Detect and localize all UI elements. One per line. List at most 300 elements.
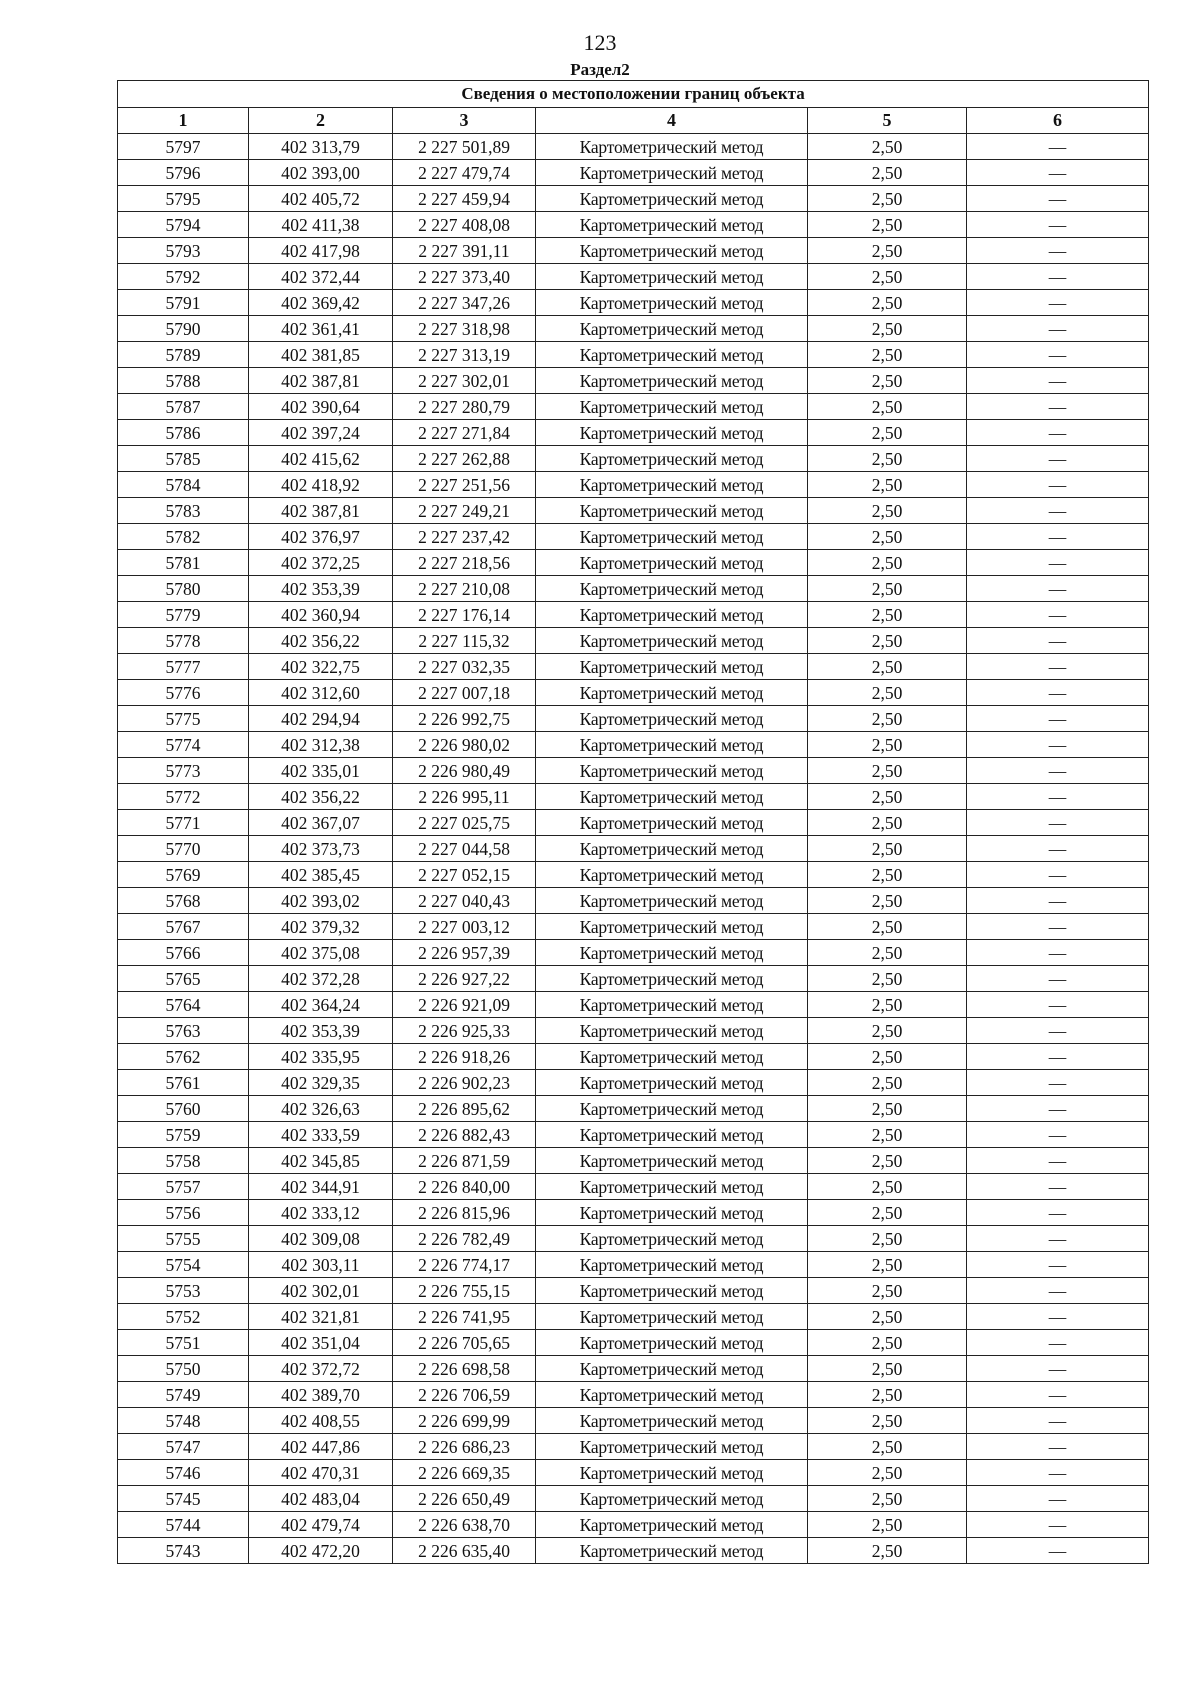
table-row: [118, 1330, 1149, 1356]
description-cell: —: [967, 1122, 1149, 1148]
x-coordinate-cell: 402 312,60: [249, 680, 393, 706]
x-coordinate-cell: 402 329,35: [249, 1070, 393, 1096]
y-coordinate-cell: 2 226 957,39: [393, 940, 536, 966]
accuracy-cell: 2,50: [808, 940, 967, 966]
accuracy-cell: 2,50: [808, 654, 967, 680]
column-header-4: 4: [536, 108, 808, 134]
y-coordinate-cell: 2 227 237,42: [393, 524, 536, 550]
point-number-cell: 5786: [118, 420, 249, 446]
point-number-cell: 5758: [118, 1148, 249, 1174]
table-row: [118, 134, 1149, 160]
point-number-cell: 5761: [118, 1070, 249, 1096]
x-coordinate-cell: 402 417,98: [249, 238, 393, 264]
coordinates-table: [117, 80, 1149, 1564]
point-number-cell: 5795: [118, 186, 249, 212]
y-coordinate-cell: 2 227 313,19: [393, 342, 536, 368]
x-coordinate-cell: 402 356,22: [249, 784, 393, 810]
point-number-cell: 5747: [118, 1434, 249, 1460]
method-cell: Картометрический метод: [536, 1122, 808, 1148]
table-row: [118, 550, 1149, 576]
table-row: [118, 394, 1149, 420]
description-cell: —: [967, 342, 1149, 368]
point-number-cell: 5771: [118, 810, 249, 836]
description-cell: —: [967, 732, 1149, 758]
x-coordinate-cell: 402 360,94: [249, 602, 393, 628]
accuracy-cell: 2,50: [808, 1538, 967, 1564]
point-number-cell: 5778: [118, 628, 249, 654]
y-coordinate-cell: 2 227 347,26: [393, 290, 536, 316]
table-row: [118, 290, 1149, 316]
point-number-cell: 5764: [118, 992, 249, 1018]
method-cell: Картометрический метод: [536, 186, 808, 212]
table-row: [118, 1122, 1149, 1148]
description-cell: —: [967, 498, 1149, 524]
table-row: [118, 888, 1149, 914]
accuracy-cell: 2,50: [808, 290, 967, 316]
table-row: [118, 1434, 1149, 1460]
table-row: [118, 862, 1149, 888]
method-cell: Картометрический метод: [536, 1200, 808, 1226]
y-coordinate-cell: 2 226 699,99: [393, 1408, 536, 1434]
y-coordinate-cell: 2 227 271,84: [393, 420, 536, 446]
table-caption-row: [118, 81, 1149, 108]
point-number-cell: 5781: [118, 550, 249, 576]
point-number-cell: 5743: [118, 1538, 249, 1564]
y-coordinate-cell: 2 226 925,33: [393, 1018, 536, 1044]
description-cell: —: [967, 238, 1149, 264]
y-coordinate-cell: 2 226 698,58: [393, 1356, 536, 1382]
accuracy-cell: 2,50: [808, 784, 967, 810]
section-title: Раздел2: [570, 60, 630, 79]
table-row: [118, 784, 1149, 810]
x-coordinate-cell: 402 345,85: [249, 1148, 393, 1174]
method-cell: Картометрический метод: [536, 498, 808, 524]
table-row: [118, 992, 1149, 1018]
accuracy-cell: 2,50: [808, 264, 967, 290]
description-cell: —: [967, 1148, 1149, 1174]
table-row: [118, 1278, 1149, 1304]
point-number-cell: 5788: [118, 368, 249, 394]
description-cell: —: [967, 1278, 1149, 1304]
description-cell: —: [967, 576, 1149, 602]
accuracy-cell: 2,50: [808, 966, 967, 992]
y-coordinate-cell: 2 227 391,11: [393, 238, 536, 264]
description-cell: —: [967, 290, 1149, 316]
x-coordinate-cell: 402 309,08: [249, 1226, 393, 1252]
point-number-cell: 5763: [118, 1018, 249, 1044]
method-cell: Картометрический метод: [536, 550, 808, 576]
accuracy-cell: 2,50: [808, 810, 967, 836]
table-row: [118, 732, 1149, 758]
point-number-cell: 5754: [118, 1252, 249, 1278]
method-cell: Картометрический метод: [536, 758, 808, 784]
method-cell: Картометрический метод: [536, 1382, 808, 1408]
description-cell: —: [967, 368, 1149, 394]
description-cell: —: [967, 1330, 1149, 1356]
y-coordinate-cell: 2 227 408,08: [393, 212, 536, 238]
point-number-cell: 5784: [118, 472, 249, 498]
method-cell: Картометрический метод: [536, 1226, 808, 1252]
table-row: [118, 1252, 1149, 1278]
x-coordinate-cell: 402 321,81: [249, 1304, 393, 1330]
point-number-cell: 5757: [118, 1174, 249, 1200]
point-number-cell: 5752: [118, 1304, 249, 1330]
y-coordinate-cell: 2 227 318,98: [393, 316, 536, 342]
description-cell: —: [967, 420, 1149, 446]
point-number-cell: 5767: [118, 914, 249, 940]
description-cell: —: [967, 940, 1149, 966]
x-coordinate-cell: 402 483,04: [249, 1486, 393, 1512]
accuracy-cell: 2,50: [808, 1148, 967, 1174]
description-cell: —: [967, 862, 1149, 888]
y-coordinate-cell: 2 226 782,49: [393, 1226, 536, 1252]
x-coordinate-cell: 402 356,22: [249, 628, 393, 654]
y-coordinate-cell: 2 226 980,49: [393, 758, 536, 784]
table-row: [118, 1200, 1149, 1226]
table-row: [118, 1018, 1149, 1044]
accuracy-cell: 2,50: [808, 342, 967, 368]
point-number-cell: 5776: [118, 680, 249, 706]
accuracy-cell: 2,50: [808, 1382, 967, 1408]
x-coordinate-cell: 402 369,42: [249, 290, 393, 316]
method-cell: Картометрический метод: [536, 1070, 808, 1096]
accuracy-cell: 2,50: [808, 1434, 967, 1460]
point-number-cell: 5797: [118, 134, 249, 160]
method-cell: Картометрический метод: [536, 524, 808, 550]
accuracy-cell: 2,50: [808, 1226, 967, 1252]
x-coordinate-cell: 402 372,28: [249, 966, 393, 992]
point-number-cell: 5769: [118, 862, 249, 888]
table-row: [118, 1486, 1149, 1512]
description-cell: —: [967, 602, 1149, 628]
x-coordinate-cell: 402 418,92: [249, 472, 393, 498]
method-cell: Картометрический метод: [536, 1252, 808, 1278]
description-cell: —: [967, 784, 1149, 810]
accuracy-cell: 2,50: [808, 394, 967, 420]
accuracy-cell: 2,50: [808, 446, 967, 472]
y-coordinate-cell: 2 226 638,70: [393, 1512, 536, 1538]
method-cell: Картометрический метод: [536, 706, 808, 732]
method-cell: Картометрический метод: [536, 394, 808, 420]
x-coordinate-cell: 402 302,01: [249, 1278, 393, 1304]
y-coordinate-cell: 2 227 040,43: [393, 888, 536, 914]
table-row: [118, 1538, 1149, 1564]
y-coordinate-cell: 2 227 459,94: [393, 186, 536, 212]
y-coordinate-cell: 2 227 025,75: [393, 810, 536, 836]
accuracy-cell: 2,50: [808, 1018, 967, 1044]
x-coordinate-cell: 402 375,08: [249, 940, 393, 966]
description-cell: —: [967, 550, 1149, 576]
y-coordinate-cell: 2 226 921,09: [393, 992, 536, 1018]
accuracy-cell: 2,50: [808, 134, 967, 160]
y-coordinate-cell: 2 226 755,15: [393, 1278, 536, 1304]
point-number-cell: 5792: [118, 264, 249, 290]
accuracy-cell: 2,50: [808, 524, 967, 550]
description-cell: —: [967, 680, 1149, 706]
y-coordinate-cell: 2 226 895,62: [393, 1096, 536, 1122]
method-cell: Картометрический метод: [536, 160, 808, 186]
accuracy-cell: 2,50: [808, 1278, 967, 1304]
y-coordinate-cell: 2 226 871,59: [393, 1148, 536, 1174]
accuracy-cell: 2,50: [808, 420, 967, 446]
y-coordinate-cell: 2 227 302,01: [393, 368, 536, 394]
table-row: [118, 1174, 1149, 1200]
table-row: [118, 1226, 1149, 1252]
accuracy-cell: 2,50: [808, 160, 967, 186]
method-cell: Картометрический метод: [536, 1512, 808, 1538]
method-cell: Картометрический метод: [536, 602, 808, 628]
point-number-cell: 5745: [118, 1486, 249, 1512]
description-cell: —: [967, 758, 1149, 784]
description-cell: —: [967, 1382, 1149, 1408]
x-coordinate-cell: 402 372,25: [249, 550, 393, 576]
table-row: [118, 1096, 1149, 1122]
description-cell: —: [967, 1434, 1149, 1460]
point-number-cell: 5759: [118, 1122, 249, 1148]
accuracy-cell: 2,50: [808, 550, 967, 576]
column-header-5: 5: [808, 108, 967, 134]
table-row: [118, 186, 1149, 212]
accuracy-cell: 2,50: [808, 368, 967, 394]
x-coordinate-cell: 402 393,02: [249, 888, 393, 914]
description-cell: —: [967, 212, 1149, 238]
y-coordinate-cell: 2 226 635,40: [393, 1538, 536, 1564]
point-number-cell: 5770: [118, 836, 249, 862]
table-header-row: [118, 108, 1149, 134]
point-number-cell: 5773: [118, 758, 249, 784]
table-row: [118, 602, 1149, 628]
accuracy-cell: 2,50: [808, 992, 967, 1018]
method-cell: Картометрический метод: [536, 420, 808, 446]
point-number-cell: 5765: [118, 966, 249, 992]
point-number-cell: 5780: [118, 576, 249, 602]
table-row: [118, 238, 1149, 264]
x-coordinate-cell: 402 313,79: [249, 134, 393, 160]
method-cell: Картометрический метод: [536, 1460, 808, 1486]
point-number-cell: 5756: [118, 1200, 249, 1226]
method-cell: Картометрический метод: [536, 290, 808, 316]
x-coordinate-cell: 402 367,07: [249, 810, 393, 836]
table-row: [118, 706, 1149, 732]
y-coordinate-cell: 2 227 210,08: [393, 576, 536, 602]
table-row: [118, 316, 1149, 342]
accuracy-cell: 2,50: [808, 498, 967, 524]
table-row: [118, 1460, 1149, 1486]
accuracy-cell: 2,50: [808, 1486, 967, 1512]
accuracy-cell: 2,50: [808, 186, 967, 212]
description-cell: —: [967, 1408, 1149, 1434]
y-coordinate-cell: 2 227 280,79: [393, 394, 536, 420]
point-number-cell: 5746: [118, 1460, 249, 1486]
point-number-cell: 5760: [118, 1096, 249, 1122]
description-cell: —: [967, 1200, 1149, 1226]
accuracy-cell: 2,50: [808, 238, 967, 264]
accuracy-cell: 2,50: [808, 706, 967, 732]
point-number-cell: 5774: [118, 732, 249, 758]
y-coordinate-cell: 2 226 815,96: [393, 1200, 536, 1226]
accuracy-cell: 2,50: [808, 602, 967, 628]
accuracy-cell: 2,50: [808, 914, 967, 940]
description-cell: —: [967, 394, 1149, 420]
y-coordinate-cell: 2 227 501,89: [393, 134, 536, 160]
description-cell: —: [967, 134, 1149, 160]
accuracy-cell: 2,50: [808, 1122, 967, 1148]
accuracy-cell: 2,50: [808, 1174, 967, 1200]
point-number-cell: 5755: [118, 1226, 249, 1252]
y-coordinate-cell: 2 227 044,58: [393, 836, 536, 862]
description-cell: —: [967, 966, 1149, 992]
accuracy-cell: 2,50: [808, 836, 967, 862]
x-coordinate-cell: 402 294,94: [249, 706, 393, 732]
description-cell: —: [967, 1018, 1149, 1044]
table-row: [118, 654, 1149, 680]
y-coordinate-cell: 2 226 992,75: [393, 706, 536, 732]
column-header-2: 2: [249, 108, 393, 134]
x-coordinate-cell: 402 326,63: [249, 1096, 393, 1122]
table-row: [118, 810, 1149, 836]
method-cell: Картометрический метод: [536, 836, 808, 862]
x-coordinate-cell: 402 379,32: [249, 914, 393, 940]
x-coordinate-cell: 402 472,20: [249, 1538, 393, 1564]
point-number-cell: 5749: [118, 1382, 249, 1408]
x-coordinate-cell: 402 322,75: [249, 654, 393, 680]
x-coordinate-cell: 402 303,11: [249, 1252, 393, 1278]
x-coordinate-cell: 402 351,04: [249, 1330, 393, 1356]
y-coordinate-cell: 2 226 902,23: [393, 1070, 536, 1096]
method-cell: Картометрический метод: [536, 654, 808, 680]
point-number-cell: 5789: [118, 342, 249, 368]
point-number-cell: 5775: [118, 706, 249, 732]
x-coordinate-cell: 402 333,12: [249, 1200, 393, 1226]
accuracy-cell: 2,50: [808, 758, 967, 784]
table-row: [118, 264, 1149, 290]
method-cell: Картометрический метод: [536, 212, 808, 238]
table-caption: Сведения о местоположении границ объекта: [118, 81, 1149, 108]
accuracy-cell: 2,50: [808, 1512, 967, 1538]
table-row: [118, 1304, 1149, 1330]
method-cell: Картометрический метод: [536, 472, 808, 498]
x-coordinate-cell: 402 411,38: [249, 212, 393, 238]
table-row: [118, 576, 1149, 602]
method-cell: Картометрический метод: [536, 914, 808, 940]
x-coordinate-cell: 402 373,73: [249, 836, 393, 862]
accuracy-cell: 2,50: [808, 1304, 967, 1330]
table-row: [118, 1408, 1149, 1434]
x-coordinate-cell: 402 376,97: [249, 524, 393, 550]
description-cell: —: [967, 654, 1149, 680]
point-number-cell: 5787: [118, 394, 249, 420]
method-cell: Картометрический метод: [536, 576, 808, 602]
table-row: [118, 836, 1149, 862]
y-coordinate-cell: 2 226 882,43: [393, 1122, 536, 1148]
x-coordinate-cell: 402 361,41: [249, 316, 393, 342]
column-header-6: 6: [967, 108, 1149, 134]
point-number-cell: 5768: [118, 888, 249, 914]
method-cell: Картометрический метод: [536, 1148, 808, 1174]
method-cell: Картометрический метод: [536, 966, 808, 992]
description-cell: —: [967, 472, 1149, 498]
x-coordinate-cell: 402 408,55: [249, 1408, 393, 1434]
y-coordinate-cell: 2 226 980,02: [393, 732, 536, 758]
table-row: [118, 160, 1149, 186]
table-row: [118, 420, 1149, 446]
method-cell: Картометрический метод: [536, 342, 808, 368]
method-cell: Картометрический метод: [536, 1174, 808, 1200]
point-number-cell: 5748: [118, 1408, 249, 1434]
point-number-cell: 5785: [118, 446, 249, 472]
method-cell: Картометрический метод: [536, 1304, 808, 1330]
point-number-cell: 5796: [118, 160, 249, 186]
accuracy-cell: 2,50: [808, 1460, 967, 1486]
accuracy-cell: 2,50: [808, 212, 967, 238]
method-cell: Картометрический метод: [536, 680, 808, 706]
description-cell: —: [967, 706, 1149, 732]
y-coordinate-cell: 2 226 995,11: [393, 784, 536, 810]
y-coordinate-cell: 2 227 032,35: [393, 654, 536, 680]
y-coordinate-cell: 2 227 115,32: [393, 628, 536, 654]
page-number: 123: [583, 30, 617, 55]
description-cell: —: [967, 1512, 1149, 1538]
method-cell: Картометрический метод: [536, 992, 808, 1018]
table-row: [118, 368, 1149, 394]
description-cell: —: [967, 810, 1149, 836]
y-coordinate-cell: 2 227 052,15: [393, 862, 536, 888]
x-coordinate-cell: 402 390,64: [249, 394, 393, 420]
description-cell: —: [967, 1070, 1149, 1096]
y-coordinate-cell: 2 226 705,65: [393, 1330, 536, 1356]
x-coordinate-cell: 402 389,70: [249, 1382, 393, 1408]
method-cell: Картометрический метод: [536, 732, 808, 758]
method-cell: Картометрический метод: [536, 1044, 808, 1070]
description-cell: —: [967, 1096, 1149, 1122]
method-cell: Картометрический метод: [536, 862, 808, 888]
description-cell: —: [967, 1174, 1149, 1200]
table-row: [118, 524, 1149, 550]
x-coordinate-cell: 402 447,86: [249, 1434, 393, 1460]
table-row: [118, 1382, 1149, 1408]
x-coordinate-cell: 402 385,45: [249, 862, 393, 888]
point-number-cell: 5744: [118, 1512, 249, 1538]
accuracy-cell: 2,50: [808, 472, 967, 498]
x-coordinate-cell: 402 364,24: [249, 992, 393, 1018]
description-cell: —: [967, 1226, 1149, 1252]
x-coordinate-cell: 402 387,81: [249, 368, 393, 394]
point-number-cell: 5794: [118, 212, 249, 238]
method-cell: Картометрический метод: [536, 316, 808, 342]
table-row: [118, 446, 1149, 472]
description-cell: —: [967, 264, 1149, 290]
table-row: [118, 758, 1149, 784]
description-cell: —: [967, 888, 1149, 914]
method-cell: Картометрический метод: [536, 888, 808, 914]
description-cell: —: [967, 186, 1149, 212]
method-cell: Картометрический метод: [536, 1356, 808, 1382]
y-coordinate-cell: 2 226 706,59: [393, 1382, 536, 1408]
table-row: [118, 498, 1149, 524]
y-coordinate-cell: 2 226 840,00: [393, 1174, 536, 1200]
table-row: [118, 342, 1149, 368]
accuracy-cell: 2,50: [808, 888, 967, 914]
description-cell: —: [967, 1460, 1149, 1486]
x-coordinate-cell: 402 335,01: [249, 758, 393, 784]
method-cell: Картометрический метод: [536, 134, 808, 160]
description-cell: —: [967, 316, 1149, 342]
point-number-cell: 5772: [118, 784, 249, 810]
description-cell: —: [967, 1486, 1149, 1512]
point-number-cell: 5779: [118, 602, 249, 628]
x-coordinate-cell: 402 312,38: [249, 732, 393, 758]
x-coordinate-cell: 402 393,00: [249, 160, 393, 186]
